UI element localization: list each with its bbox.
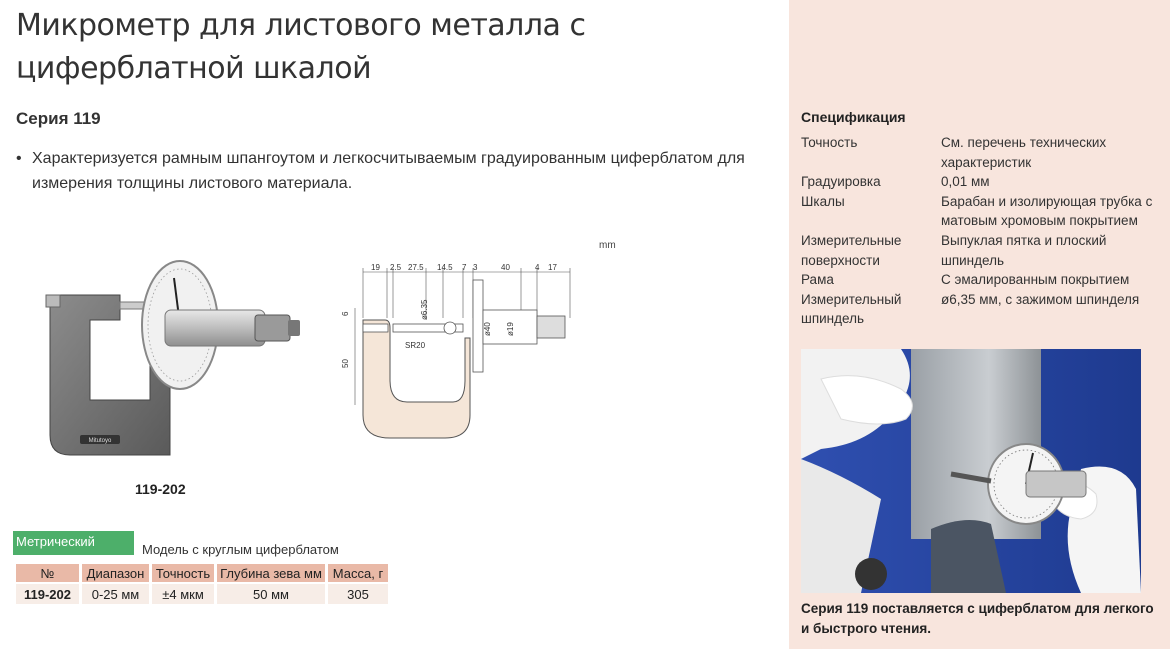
model-caption: Модель с круглым циферблатом: [142, 542, 339, 557]
dim-17: 17: [548, 263, 557, 272]
dim-sr20: SR20: [405, 341, 426, 350]
dim-diameter-19: ø19: [506, 322, 515, 336]
cell-mass: 305: [328, 584, 388, 604]
model-label: 119-202: [135, 481, 186, 497]
specification-list: [801, 133, 1161, 329]
series-label: Серия 119: [16, 109, 101, 128]
spec-value: 0,01 мм: [941, 174, 990, 190]
micrometer-photo: [40, 250, 310, 465]
dim-diameter-6-35: ø6.35: [420, 299, 429, 320]
dim-27-5: 27.5: [408, 263, 424, 272]
dim-6: 6: [341, 311, 350, 316]
spec-key: Шкалы: [801, 193, 845, 209]
spec-row-scales: [801, 192, 1161, 231]
feature-bullet: [16, 146, 776, 196]
photo-caption: Серия 119 поставляется с циферблатом для легкого и быстрого чтения.: [801, 601, 1154, 636]
spec-value: Выпуклая пятка и плоский шпиндель: [941, 232, 1107, 268]
spec-row-graduation: [801, 172, 1161, 192]
spec-row-frame: [801, 270, 1161, 290]
spec-value: См. перечень технических характеристик: [941, 135, 1107, 170]
feature-text: Характеризуется рамным шпангоутом и легкосчитываемым градуированным циферблатом для измерения толщины листового материала.: [32, 150, 745, 192]
spec-row-accuracy: [801, 133, 1161, 172]
col-accuracy: Точность: [152, 564, 214, 582]
brand-text: Mitutoyo: [88, 438, 112, 444]
title-line-1: Микрометр для листового металла с: [16, 8, 586, 43]
metric-badge: Метрический: [13, 531, 134, 555]
col-mass: Масса, г: [328, 564, 388, 582]
spec-key: Измерительный шпиндель: [801, 291, 902, 327]
spec-key: Измерительные поверхности: [801, 232, 902, 268]
dim-2-5: 2.5: [390, 263, 402, 272]
technical-drawing: [335, 240, 625, 450]
spec-value: С эмалированным покрытием: [941, 272, 1130, 288]
specification-heading: Спецификация: [801, 109, 906, 125]
dim-diameter-40: ø40: [483, 322, 492, 336]
table-header-row: [16, 564, 388, 582]
usage-photo: [801, 349, 1141, 593]
dim-40: 40: [501, 263, 510, 272]
spec-key: Точность: [801, 135, 858, 150]
dim-3: 3: [473, 263, 478, 272]
dim-4: 4: [535, 263, 540, 272]
spec-key: Градуировка: [801, 174, 881, 190]
table-row: [16, 584, 388, 604]
cell-accuracy: ±4 мкм: [152, 584, 214, 604]
cell-range: 0-25 мм: [82, 584, 149, 604]
spec-row-spindle: [801, 290, 1161, 329]
dim-7: 7: [462, 263, 467, 272]
title-line-2: циферблатной шкалой: [16, 51, 372, 86]
col-number: №: [16, 564, 79, 582]
dim-50: 50: [341, 359, 350, 368]
col-throat-depth: Глубина зева мм: [217, 564, 325, 582]
unit-label: mm: [599, 240, 616, 251]
dim-19: 19: [371, 263, 380, 272]
spec-value: ø6,35 мм, с зажимом шпинделя: [941, 291, 1140, 307]
page-title: [16, 4, 776, 90]
spec-value: Барабан и изолирующая трубка с матовым хромовым покрытием: [941, 193, 1153, 229]
dim-14-5: 14.5: [437, 263, 453, 272]
model-table: [13, 562, 391, 606]
spec-row-measuring-faces: [801, 231, 1161, 270]
cell-throat-depth: 50 мм: [217, 584, 325, 604]
bullet-dot: •: [16, 150, 22, 167]
spec-key: Рама: [801, 272, 834, 288]
col-range: Диапазон: [82, 564, 149, 582]
cell-number: 119-202: [16, 584, 79, 604]
